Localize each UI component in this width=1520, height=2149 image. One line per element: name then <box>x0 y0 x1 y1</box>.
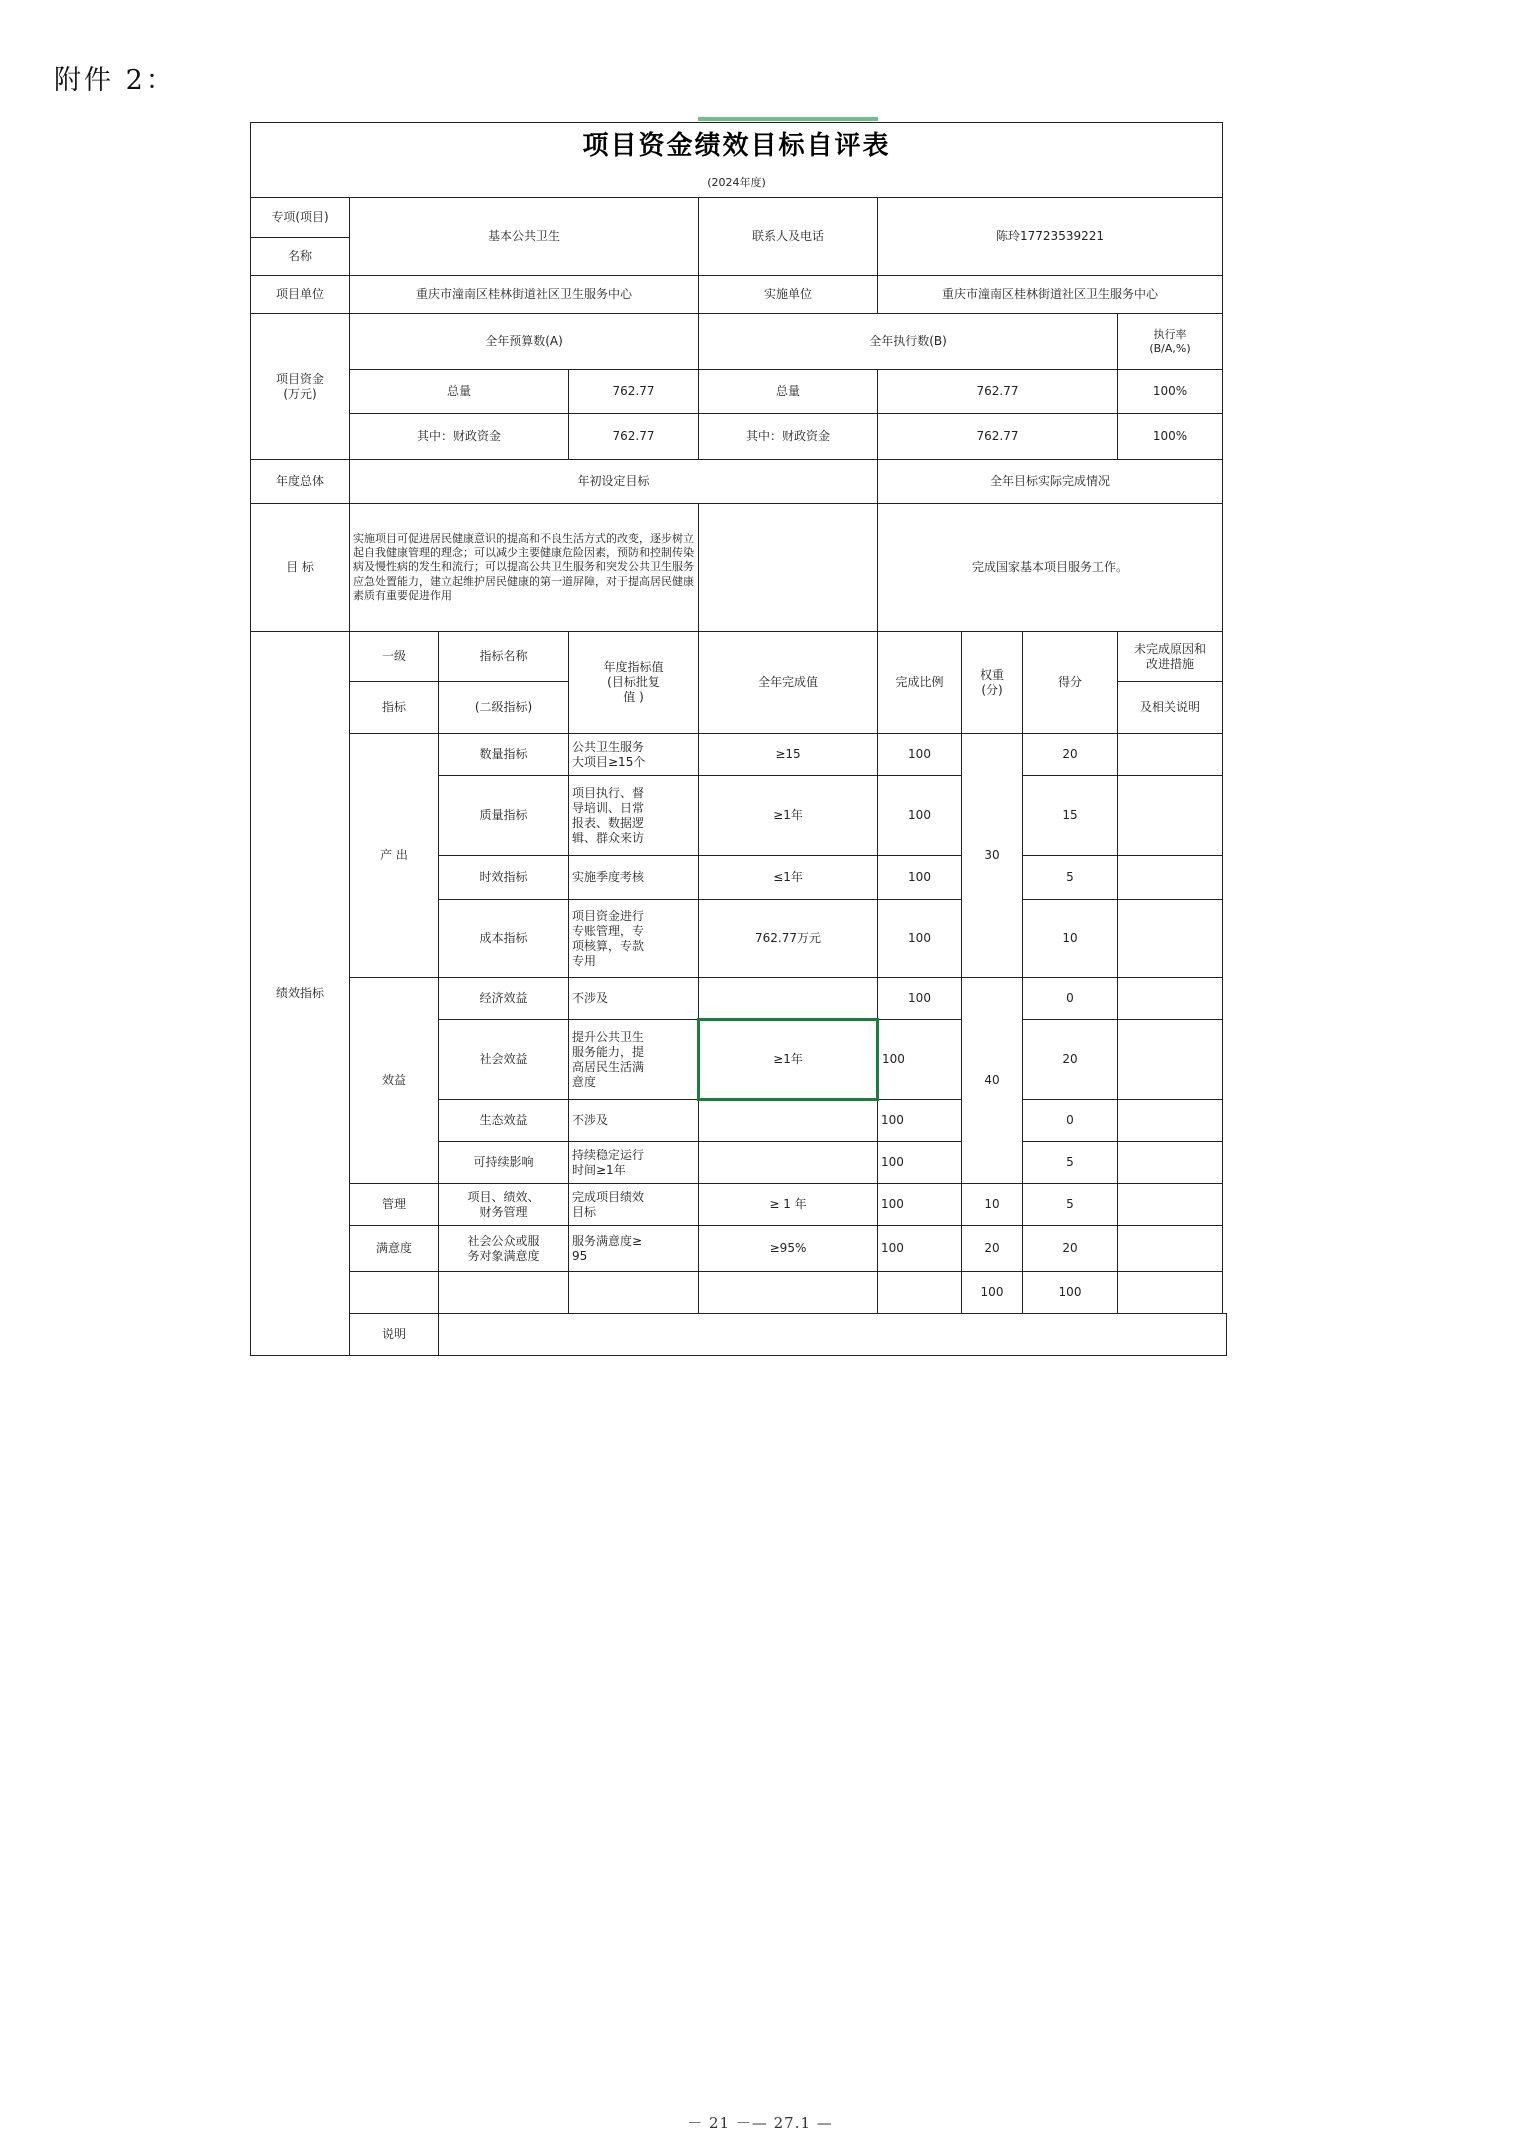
row-ratio: 100 <box>878 978 962 1020</box>
selected-column-highlight <box>698 117 878 121</box>
row-name: 时效指标 <box>439 856 569 900</box>
satis-name: 社会公众或服 务对象满意度 <box>439 1226 569 1272</box>
row-ratio: 100 <box>878 856 962 900</box>
note-value <box>439 1314 1227 1356</box>
total-weight: 100 <box>962 1272 1023 1314</box>
output-label: 产 出 <box>350 734 439 978</box>
page-sub-number: — 27.1 — <box>751 2114 833 2132</box>
mgmt-target: 完成项目绩效 目标 <box>569 1184 699 1226</box>
row-target: 提升公共卫生 服务能力，提 高居民生活满 意度 <box>569 1020 699 1100</box>
h-target: 年度指标值 (目标批复 值 ) <box>569 632 699 734</box>
total-budget: 762.77 <box>569 370 699 414</box>
goal-label: 目 标 <box>251 504 350 632</box>
row-target: 实施季度考核 <box>569 856 699 900</box>
h-score: 得分 <box>1023 632 1118 734</box>
row-ratio: 100 <box>878 776 962 856</box>
sheet-top-bar <box>250 117 1227 121</box>
row-target: 不涉及 <box>569 978 699 1020</box>
h-level1-a: 一级 <box>350 632 439 682</box>
attachment-label: 附件 2： <box>54 65 176 96</box>
row-actual: ≥1年 <box>699 776 878 856</box>
impl-unit-label: 实施单位 <box>699 276 878 314</box>
h-level1-b: 指标 <box>350 682 439 734</box>
h-actual: 全年完成值 <box>699 632 878 734</box>
fiscal-exec: 762.77 <box>878 414 1118 460</box>
row-actual <box>699 978 878 1020</box>
project-name-value: 基本公共卫生 <box>350 198 699 276</box>
actual-label: 全年目标实际完成情况 <box>878 460 1223 504</box>
fiscal-label: 其中：财政资金 <box>350 414 569 460</box>
unit-label: 项目单位 <box>251 276 350 314</box>
satis-score: 20 <box>1023 1226 1118 1272</box>
h-reason-a: 未完成原因和 改进措施 <box>1118 632 1223 682</box>
row-name: 质量指标 <box>439 776 569 856</box>
row-name: 可持续影响 <box>439 1142 569 1184</box>
unit-value: 重庆市潼南区桂林街道社区卫生服务中心 <box>350 276 699 314</box>
row-reason <box>1118 1100 1223 1142</box>
fiscal-budget: 762.77 <box>569 414 699 460</box>
row-target: 项目资金进行 专账管理，专 项核算，专款 专用 <box>569 900 699 978</box>
mgmt-actual: ≥ 1 年 <box>699 1184 878 1226</box>
row-name: 数量指标 <box>439 734 569 776</box>
row-reason <box>1118 776 1223 856</box>
row-target: 公共卫生服务 大项目≥15个 <box>569 734 699 776</box>
row-actual <box>699 1142 878 1184</box>
row-score: 15 <box>1023 776 1118 856</box>
row-ratio: 100 <box>878 734 962 776</box>
mgmt-name: 项目、绩效、 财务管理 <box>439 1184 569 1226</box>
total-score: 100 <box>1023 1272 1118 1314</box>
row-actual: 762.77万元 <box>699 900 878 978</box>
row-ratio: 100 <box>878 1020 962 1100</box>
row-actual <box>699 1100 878 1142</box>
funds-label: 项目资金 (万元) <box>251 314 350 460</box>
row-target: 项目执行、督 导培训、日常 报表、数据逻 辑、群众来访 <box>569 776 699 856</box>
performance-evaluation-table <box>250 122 1227 1356</box>
satis-target: 服务满意度≥ 95 <box>569 1226 699 1272</box>
selected-cell-actual[interactable]: ≥1年 <box>699 1020 878 1100</box>
row-reason <box>1118 856 1223 900</box>
row-ratio: 100 <box>878 1100 962 1142</box>
row-ratio: 100 <box>878 1142 962 1184</box>
project-name-label-1: 专项(项目) <box>251 198 350 238</box>
mgmt-weight: 10 <box>962 1184 1023 1226</box>
h-name-a: 指标名称 <box>439 632 569 682</box>
satis-weight: 20 <box>962 1226 1023 1272</box>
contact-label: 联系人及电话 <box>699 198 878 276</box>
total-rate: 100% <box>1118 370 1223 414</box>
initial-goal-label: 年初设定目标 <box>350 460 878 504</box>
satis-actual: ≥95% <box>699 1226 878 1272</box>
row-score: 5 <box>1023 1142 1118 1184</box>
row-target: 持续稳定运行 时间≥1年 <box>569 1142 699 1184</box>
exec-label: 全年执行数(B) <box>699 314 1118 370</box>
row-reason <box>1118 1142 1223 1184</box>
total-label-exec: 总量 <box>699 370 878 414</box>
row-name: 社会效益 <box>439 1020 569 1100</box>
row-actual: ≥15 <box>699 734 878 776</box>
row-actual: ≤1年 <box>699 856 878 900</box>
goal-result: 完成国家基本项目服务工作。 <box>878 504 1223 632</box>
h-ratio: 完成比例 <box>878 632 962 734</box>
row-name: 经济效益 <box>439 978 569 1020</box>
benefit-label: 效益 <box>350 978 439 1184</box>
mgmt-reason <box>1118 1184 1223 1226</box>
satis-ratio: 100 <box>878 1226 962 1272</box>
row-score: 20 <box>1023 1020 1118 1100</box>
row-name: 生态效益 <box>439 1100 569 1142</box>
mgmt-ratio: 100 <box>878 1184 962 1226</box>
fiscal-rate: 100% <box>1118 414 1223 460</box>
contact-value: 陈玲17723539221 <box>878 198 1223 276</box>
row-score: 0 <box>1023 978 1118 1020</box>
row-ratio: 100 <box>878 900 962 978</box>
row-score: 10 <box>1023 900 1118 978</box>
total-exec: 762.77 <box>878 370 1118 414</box>
table-title: 项目资金绩效目标自评表 <box>251 123 1223 170</box>
satis-reason <box>1118 1226 1223 1272</box>
fiscal-label-exec: 其中：财政资金 <box>699 414 878 460</box>
overall-label: 年度总体 <box>251 460 350 504</box>
mgmt-score: 5 <box>1023 1184 1118 1226</box>
page-footer <box>0 2112 1520 2133</box>
satis-level1: 满意度 <box>350 1226 439 1272</box>
row-score: 20 <box>1023 734 1118 776</box>
row-score: 0 <box>1023 1100 1118 1142</box>
budget-label: 全年预算数(A) <box>350 314 699 370</box>
total-label: 总量 <box>350 370 569 414</box>
row-reason <box>1118 1020 1223 1100</box>
goal-text: 实施项目可促进居民健康意识的提高和不良生活方式的改变，逐步树立起自我健康管理的理念；可以减少主要健康危险因素，预防和控制传染病及慢性病的发生和流行；可以提高公共卫生服务和突发公共卫生服务应急处置能力，建立起维护居民健康的第一道屏障，对于提高居民健康素质有重要促进作用 <box>350 504 699 632</box>
row-reason <box>1118 734 1223 776</box>
impl-unit-value: 重庆市潼南区桂林街道社区卫生服务中心 <box>878 276 1223 314</box>
note-label: 说明 <box>350 1314 439 1356</box>
output-weight: 30 <box>962 734 1023 978</box>
row-name: 成本指标 <box>439 900 569 978</box>
row-score: 5 <box>1023 856 1118 900</box>
exec-rate-label: 执行率 (B/A,%) <box>1118 314 1223 370</box>
benefit-weight: 40 <box>962 978 1023 1184</box>
h-reason-b: 及相关说明 <box>1118 682 1223 734</box>
perf-label: 绩效指标 <box>251 632 350 1356</box>
project-name-label-2: 名称 <box>251 238 350 276</box>
row-reason <box>1118 900 1223 978</box>
mgmt-level1: 管理 <box>350 1184 439 1226</box>
row-reason <box>1118 978 1223 1020</box>
row-target: 不涉及 <box>569 1100 699 1142</box>
h-weight: 权重 (分) <box>962 632 1023 734</box>
table-year: (2024年度) <box>251 169 1223 198</box>
page-number: － 21 － <box>687 2114 752 2132</box>
h-name-b: (二级指标) <box>439 682 569 734</box>
